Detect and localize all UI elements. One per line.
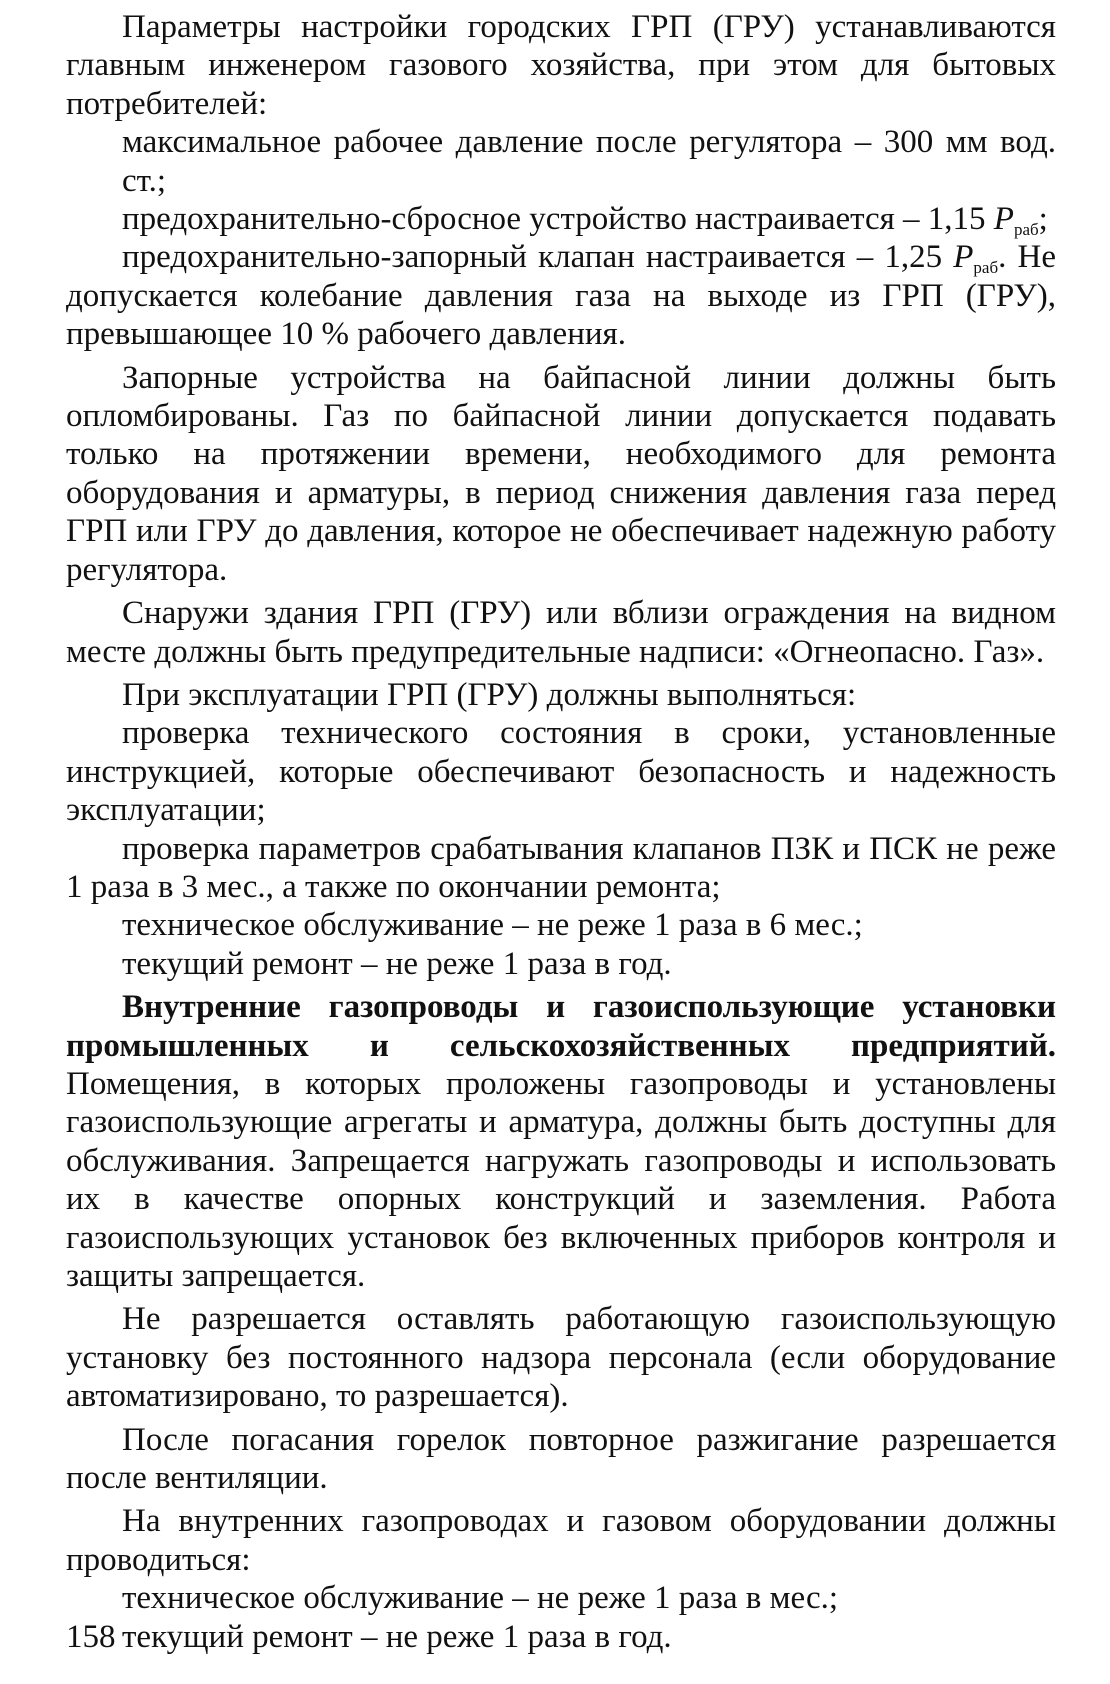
list-item-relief-device xyxy=(66,200,1056,238)
relief-device-subscript: раб xyxy=(1013,220,1039,240)
list-item-max-pressure: максимальное рабочее давление после регулятора – 300 мм вод. ст.; xyxy=(122,124,1056,199)
internal-pipelines-text: Помещения, в которых проложены газопроводы и установлены газоиспользующие агрегаты и арматура, должны быть доступны для обслуживания. Запрещается нагружать газопроводы и использовать их в качестве опорных конструкций и заземления. Работа газоиспользующих установок без включенных приборов контроля и защиты запрещается. xyxy=(66,1065,1056,1294)
paragraph-internal-maintenance-intro: На внутренних газопроводах и газовом оборудовании должны проводиться: xyxy=(66,1503,1056,1578)
paragraph-warning-signs: Снаружи здания ГРП (ГРУ) или вблизи ограждения на видном месте должны быть предупредительные надписи: «Огнеопасно. Газ». xyxy=(66,595,1056,670)
paragraph-internal-pipelines xyxy=(66,988,1056,1295)
shutoff-valve-text: предохранительно-запорный клапан настраивается – 1,25 xyxy=(122,239,954,276)
shutoff-valve-variable: P xyxy=(953,239,974,276)
page-number: 158 xyxy=(66,1619,116,1655)
list-item-maintenance-monthly: техническое обслуживание – не реже 1 раза в мес.; xyxy=(122,1580,839,1617)
list-item-shutoff-valve xyxy=(66,238,1056,353)
relief-device-variable: P xyxy=(993,201,1014,238)
paragraph-operation-intro: При эксплуатации ГРП (ГРУ) должны выполняться: xyxy=(122,676,857,713)
list-item-technical-check: проверка технического состояния в сроки, установленные инструкцией, которые обеспечивают безопасность и надежность эксплуатации; xyxy=(66,715,1056,829)
paragraph-reignition: После погасания горелок повторное разжигание разрешается после вентиляции. xyxy=(66,1421,1056,1497)
page-body xyxy=(66,8,1056,1656)
list-item-repair-yearly-internal: текущий ремонт – не реже 1 раза в год. xyxy=(122,1618,672,1655)
list-item-maintenance-6-months: техническое обслуживание – не реже 1 раза в 6 мес.; xyxy=(122,907,863,944)
list-item-repair-yearly: текущий ремонт – не реже 1 раза в год. xyxy=(122,945,672,982)
shutoff-valve-suffix: . Не допускается колебание давления газа на выходе из ГРП (ГРУ), превышающее 10 % рабочего давления. xyxy=(66,239,1056,353)
relief-device-text: предохранительно-сбросное устройство настраивается – 1,15 xyxy=(122,201,994,238)
list-item-valve-check: проверка параметров срабатывания клапанов ПЗК и ПСК не реже 1 раза в 3 мес., а также по окончании ремонта; xyxy=(66,830,1056,905)
relief-device-suffix: ; xyxy=(1038,201,1048,238)
paragraph-bypass-line: Запорные устройства на байпасной линии должны быть опломбированы. Газ по байпасной линии допускается подавать только на протяжении времени, необходимого для ремонта оборудования и арматуры, в период снижения давления газа перед ГРП или ГРУ до давления, которое не обеспечивает надежную работу регулятора. xyxy=(66,359,1056,588)
shutoff-valve-subscript: раб xyxy=(973,258,999,278)
paragraph-supervision: Не разрешается оставлять работающую газоиспользующую установку без постоянного надзора персонала (если оборудование автоматизировано, то разрешается). xyxy=(66,1301,1056,1415)
section-heading-internal-pipelines: Внутренние газопроводы и газоиспользующие установки промышленных и сельскохозяйственных предприятий. xyxy=(66,989,1056,1064)
paragraph-grp-settings: Параметры настройки городских ГРП (ГРУ) устанавливаются главным инженером газового хозяйства, при этом для бытовых потребителей: xyxy=(66,9,1056,122)
